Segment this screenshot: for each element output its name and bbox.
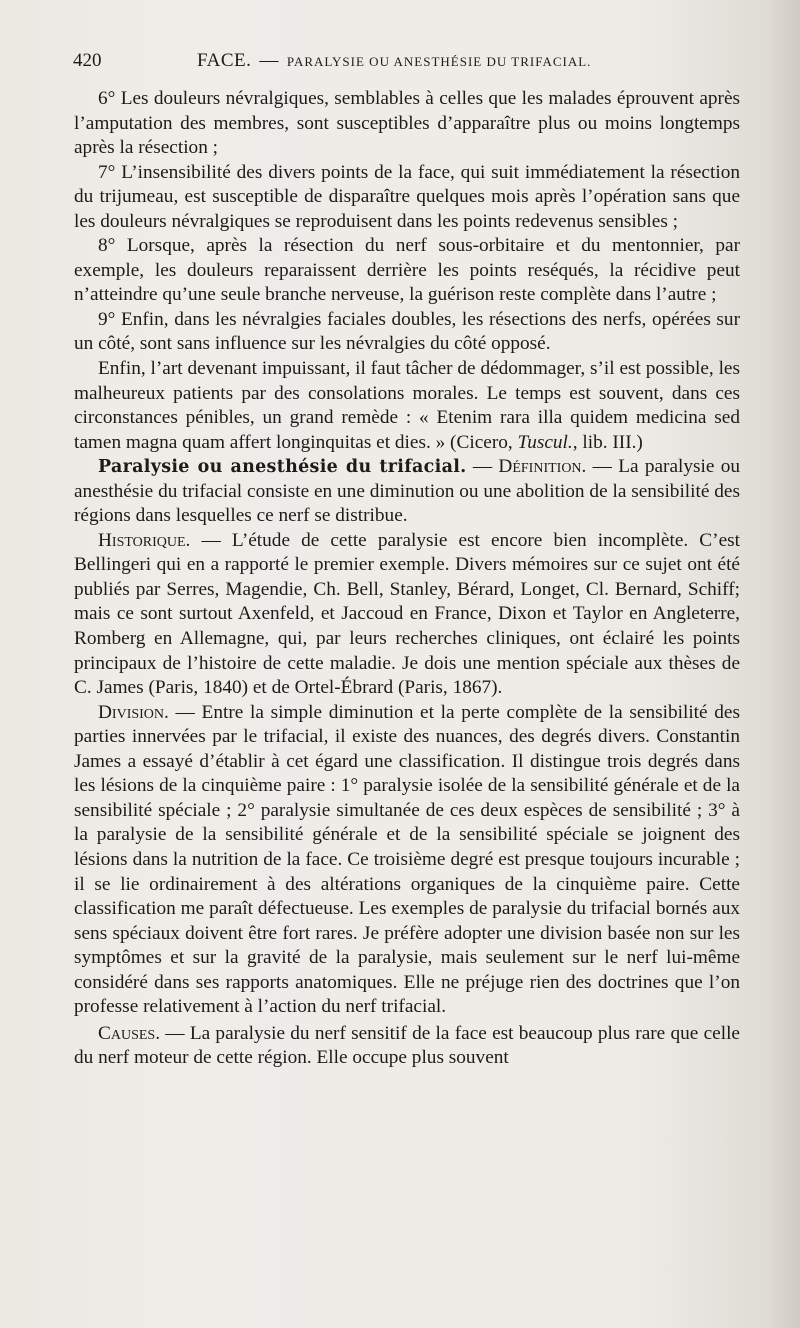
paragraph-historique [74,529,740,701]
running-header [73,50,740,78]
causes-label: Causes. [98,1022,161,1044]
running-title-dash: — [259,50,279,71]
paragraph-causes [74,1022,740,1071]
paragraph-division [74,701,740,1020]
running-title [197,50,591,72]
paragraph-8: 8° Lorsque, après la résection du nerf sous-orbitaire et du mentonnier, par exemple, les douleurs reparaissent derrière les points reséqués, la récidive peut n’atteindre qu’une seule branche nerveuse, la guérison reste complète dans l’autre ; [74,235,740,306]
division-text: — Entre la simple diminution et la perte complète de la sensibilité des parties innervées par le trifacial, il existe des nuances, des degrés divers. Constantin James a essayé d’établir à cet égard une classification. Il distingue trois degrés dans les lésions de la cinquième paire : 1° paralysie isolée de la sensibilité générale et de la sensibilité spéciale ; 2° paralysie simultanée de ces deux espèces de sensibilité ; 3° à la paralysie de la sensibilité générale et de la sensibilité spéciale se joignent des lésions dans la nutrition de la face. Ce troisième degré est presque toujours incurable ; il se lie ordinairement à des altérations organiques de la cinquième paire. Cette classification me paraît défectueuse. Les exemples de paralysie du trifacial bornés aux sens spéciaux doivent être fort rares. Je préfère adopter une division basée non sur les symptômes et sur la gravité de la paralysie, mais seulement sur le nerf lui-même considéré dans ses rapports anatomiques. Elle ne préjuge rien des doctrines que l’on professe relativement à l’action du nerf trifacial. [74,701,740,1018]
definition-text: — La paralysie ou anesthésie du trifacial consiste en une diminution ou une abolition de la sensibilité des régions dans lesquelles ce nerf se distribue. [74,456,740,527]
citation-title: Tuscul. [517,431,573,453]
paragraph-conclusion [74,357,740,455]
conclusion-text: Enfin, l’art devenant impuissant, il faut tâcher de dédommager, s’il est possible, les malheureux patients par des consolations morales. Le temps est souvent, dans ces circonstances pénibles, un grand remède : « Etenim rara illa quidem medicina sed tamen magna quam affert longinquitas et dies. » (Cicero, [74,358,740,453]
section-definition: Paralysie ou anesthésie du trifacial. — Définition. — La paralysie ou anesthésie du trifacial consiste en une diminution ou une abolition de la sensibilité des régions dans lesquelles ce nerf se distribue. [74,456,740,527]
causes-text: — La paralysie du nerf sensitif de la face est beaucoup plus rare que celle du nerf moteur de cette région. Elle occupe plus souvent [74,1022,740,1069]
running-title-main: FACE. [197,50,252,71]
citation-tail: , lib. III.) [572,431,643,453]
running-title-sub: PARALYSIE OU ANESTHÉSIE DU TRIFACIAL. [286,54,592,69]
definition-label: Définition. [498,456,587,478]
historique-label: Historique. [98,529,191,551]
division-label: Division. [98,701,169,723]
historique-text: — L’étude de cette paralysie est encore bien incomplète. C’est Bellingeri qui en a rapporté le premier exemple. Divers mémoires sur ce sujet ont été publiés par Serres, Magendie, Ch. Bell, Stanley, Bérard, Longet, Cl. Bernard, Schiff; mais ce sont surtout Axenfeld, et Jaccoud en France, Dixon et Taylor en Angleterre, Romberg en Allemagne, qui, par leurs recherches cliniques, ont éclairé les points principaux de l’histoire de cette maladie. Je dois une mention spéciale aux thèses de C. James (Paris, 1840) et de Ortel-Ébrard (Paris, 1867). [74,529,740,699]
paragraph-7: 7° L’insensibilité des divers points de la face, qui suit immédiatement la résection du trijumeau, est susceptible de disparaître quelques mois après l’opération sans que les douleurs névralgiques se reproduisent dans les points redevenus sensibles ; [74,161,740,232]
page-number: 420 [73,50,102,71]
paragraph-6: 6° Les douleurs névralgiques, semblables à celles que les malades éprouvent après l’amputation des membres, sont susceptibles d’apparaître plus ou moins longtemps après la résection ; [74,88,740,159]
paragraph-9: 9° Enfin, dans les névralgies faciales doubles, les résections des nerfs, opérées sur un côté, sont sans influence sur les névralgies du côté opposé. [74,308,740,355]
section-heading: Paralysie ou anesthésie du trifacial. [98,457,467,478]
page-body [74,87,740,1071]
